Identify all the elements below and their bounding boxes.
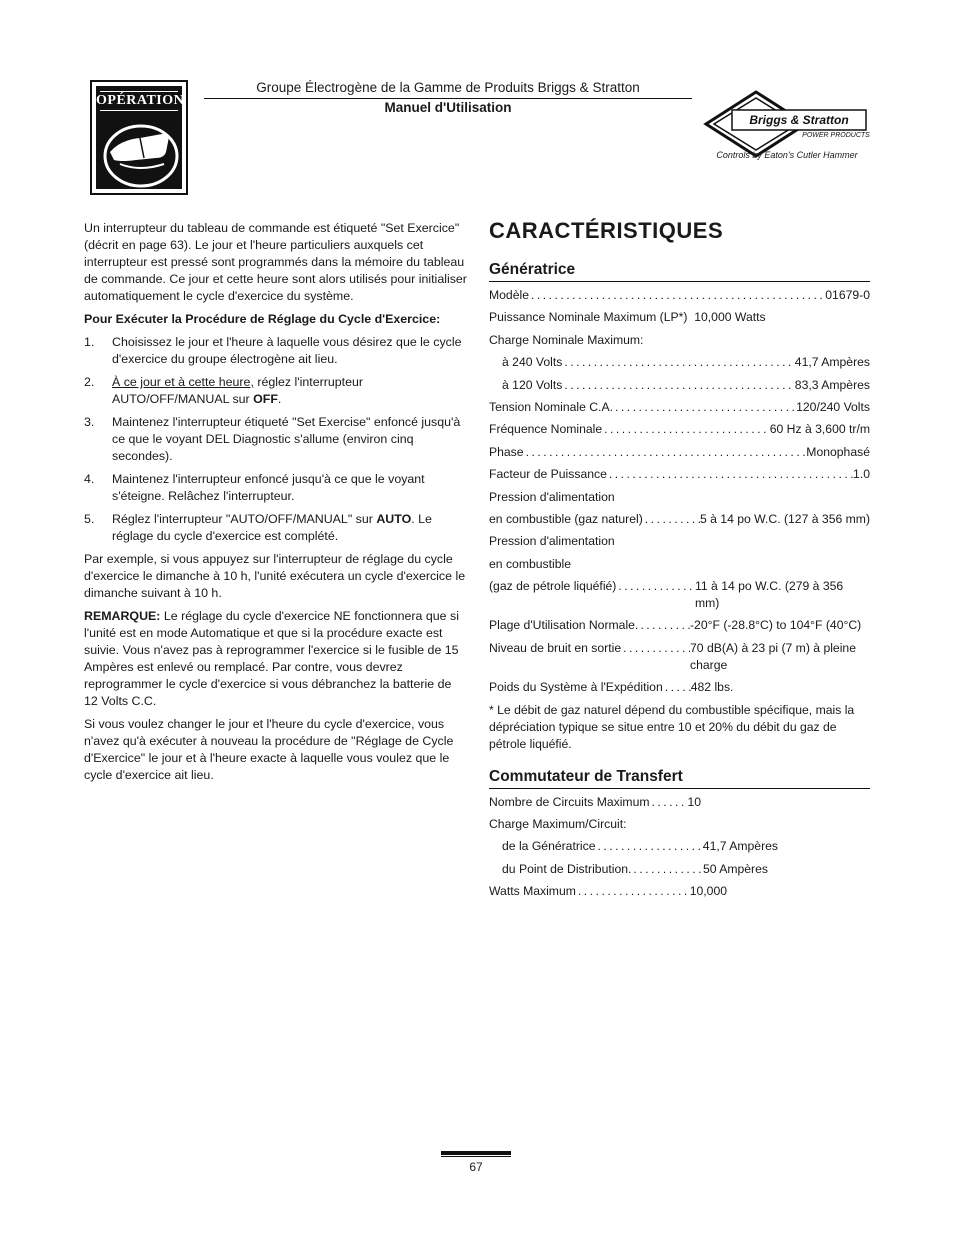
spec-label: Phase <box>489 444 524 459</box>
step-tail: . <box>277 392 282 406</box>
spec-label: Charge Nominale Maximum: <box>489 332 644 347</box>
generator-spec-list <box>489 287 870 696</box>
page-number: 67 <box>469 1160 483 1174</box>
spec-label: Tension Nominale C.A. <box>489 399 613 414</box>
spec-row <box>489 578 870 612</box>
step-tail: . Le réglage du cycle d'exercice est complété. <box>112 512 432 543</box>
spec-value: 60 Hz à 3,600 tr/m <box>769 422 870 437</box>
spec-label: (gaz de pétrole liquéfié) <box>489 579 617 594</box>
spec-row <box>489 861 768 878</box>
spec-value: 482 lbs. <box>690 680 734 695</box>
spec-label: Charge Maximum/Circuit: <box>489 817 627 832</box>
logo-wordmark: Briggs & Stratton <box>749 113 849 127</box>
spec-value: 50 Ampères <box>702 861 768 876</box>
right-column <box>489 216 870 906</box>
spec-value: 10 <box>687 794 702 809</box>
spec-row <box>489 883 727 900</box>
spec-value: 01679-0 <box>825 288 870 302</box>
spec-row <box>489 421 870 438</box>
step-item <box>84 374 468 408</box>
spec-row <box>489 640 870 674</box>
spec-label: Niveau de bruit en sortie <box>489 640 622 655</box>
spec-value: 70 dB(A) à 23 pi (7 m) à pleine charge <box>690 640 856 672</box>
spec-row <box>489 511 870 528</box>
example-paragraph: Par exemple, si vous appuyez sur l'interrupteur de réglage du cycle d'exercice le dimanche à 10 h, l'unité exécutera un cycle d'exercice le dimanche suivant à 10 h. <box>84 552 466 600</box>
spec-label: Puissance Nominale Maximum (LP*) <box>489 310 688 325</box>
spec-row <box>489 354 870 371</box>
transfer-spec-list <box>489 794 870 901</box>
spec-label: Pression d'alimentation <box>489 534 615 549</box>
step-item <box>84 334 468 368</box>
procedure-steps <box>84 334 468 545</box>
spec-row <box>489 377 870 394</box>
operation-badge-label: OPÉRATION <box>96 90 182 112</box>
spec-label: à 120 Volts <box>502 377 563 392</box>
step-number: 3. <box>84 415 95 429</box>
hand-switch-icon <box>100 112 182 190</box>
spec-row <box>489 679 870 696</box>
remark-text: Le réglage du cycle d'exercice NE fonctionnera que si l'unité est en mode Automatique et que si la procédure exacte est suivie. Vous n'avez pas à reprogrammer l'exercice si le fusible de 15 Ampères est enlevé ou remplacé. Par contre, vous devrez reprogrammer le cycle d'exercice si vous débranchez la batterie de 12 Volts C.C. <box>84 609 459 708</box>
remark-label: REMARQUE: <box>84 609 161 623</box>
spec-label: Fréquence Nominale <box>489 422 603 437</box>
spec-row <box>489 794 870 811</box>
intro-paragraph: Un interrupteur du tableau de commande est étiqueté "Set Exercice" (décrit en page 63). Le jour et l'heure particuliers auxquels cet interrupteur est pressé sont programmés dans la mémoire du tableau de commande. Ce jour et cette heure sont alors utilisés pour initialiser automatiquement le cycle d'exercice du système. <box>84 221 467 303</box>
spec-value: 11 à 14 po W.C. (279 à 356 mm) <box>695 579 844 611</box>
spec-row <box>489 617 870 634</box>
step-text: Maintenez l'interrupteur étiqueté "Set Exercise" enfoncé jusqu'à ce que le voyant DEL Diagnostic s'allume (environ cinq secondes). <box>112 415 461 463</box>
spec-value: 10,000 Watts <box>694 310 766 325</box>
footer-divider <box>441 1156 511 1157</box>
step-bold-text: OFF <box>253 392 278 406</box>
spec-row <box>489 816 870 833</box>
spec-value: 41,7 Ampères <box>794 355 870 370</box>
logo-caption: Controls by Eaton's Cutler Hammer <box>716 150 858 160</box>
spec-value: 120/240 Volts <box>796 399 870 414</box>
gas-footnote: * Le débit de gaz naturel dépend du combustible spécifique, mais la dépréciation typique se situe entre 10 et 20% du débit du gaz de pétrole liquéfié. <box>489 702 855 751</box>
specifications-title: CARACTÉRISTIQUES <box>489 218 724 243</box>
spec-label: du Point de Distribution. <box>502 861 632 876</box>
spec-row <box>489 556 870 573</box>
spec-label: à 240 Volts <box>502 355 563 370</box>
step-text: Choisissez le jour et l'heure à laquelle vous désirez que le cycle d'exercice du groupe électrogène ait lieu. <box>112 335 462 366</box>
change-paragraph: Si vous voulez changer le jour et l'heure du cycle d'exercice, vous n'avez qu'à exécuter à nouveau la procédure de "Réglage de Cycle d'Exercice" le jour et à l'heure exacte à laquelle vous voulez que le cycle d'exercice ait lieu. <box>84 717 454 782</box>
document-title: Groupe Électrogène de la Gamme de Produits Briggs & Stratton <box>256 80 640 95</box>
step-number: 4. <box>84 472 95 486</box>
spec-value: 1.0 <box>853 467 870 482</box>
spec-value: 10,000 <box>689 884 727 899</box>
generator-heading: Génératrice <box>489 260 870 282</box>
spec-row <box>489 399 870 416</box>
spec-value: -20°F (-28.8°C) to 104°F (40°C) <box>690 618 862 633</box>
spec-label: de la Génératrice <box>502 839 596 854</box>
spec-value: 5 à 14 po W.C. (127 à 356 mm) <box>699 511 870 526</box>
step-text: réglez l'interrupteur AUTO/OFF/MANUAL sur <box>112 375 364 406</box>
spec-label: Pression d'alimentation <box>489 489 615 504</box>
spec-row <box>489 444 870 461</box>
spec-label: en combustible (gaz naturel) <box>489 511 643 526</box>
transfer-switch-heading: Commutateur de Transfert <box>489 767 870 789</box>
spec-label: en combustible <box>489 556 571 571</box>
step-item <box>84 471 468 505</box>
step-text: Réglez l'interrupteur "AUTO/OFF/MANUAL" sur <box>112 512 377 526</box>
header-divider <box>204 98 692 99</box>
footer-bar <box>441 1151 511 1155</box>
spec-row <box>489 466 870 483</box>
step-item <box>84 511 468 545</box>
step-bold-text: AUTO <box>376 512 412 526</box>
spec-row <box>489 287 870 304</box>
step-text: Maintenez l'interrupteur enfoncé jusqu'à ce que le voyant s'éteigne. Relâchez l'interrupteur. <box>112 472 425 503</box>
procedure-heading: Pour Exécuter la Procédure de Réglage du Cycle d'Exercice: <box>84 312 441 326</box>
operation-badge <box>90 80 188 195</box>
step-item <box>84 414 468 465</box>
spec-value: 41,7 Ampères <box>702 839 778 854</box>
spec-row <box>489 533 870 550</box>
spec-value: 83,3 Ampères <box>794 377 870 392</box>
step-number: 5. <box>84 512 95 526</box>
spec-row <box>489 309 870 326</box>
spec-value: Monophasé <box>806 444 870 459</box>
spec-label: Modèle <box>489 288 529 302</box>
left-column <box>84 220 468 790</box>
spec-row <box>489 332 870 349</box>
remark-paragraph <box>84 608 468 710</box>
step-number: 2. <box>84 375 95 389</box>
step-number: 1. <box>84 335 95 349</box>
step-underlined-text: À ce jour et à cette heure, <box>112 375 254 389</box>
spec-label: Poids du Système à l'Expédition <box>489 680 663 695</box>
document-subtitle: Manuel d'Utilisation <box>384 100 512 115</box>
spec-label: Facteur de Puissance <box>489 467 607 482</box>
spec-label: Nombre de Circuits Maximum <box>489 794 650 809</box>
logo-subtext: POWER PRODUCTS <box>802 132 870 139</box>
spec-label: Watts Maximum <box>489 884 576 899</box>
spec-row <box>489 838 778 855</box>
spec-label: Plage d'Utilisation Normale. <box>489 618 639 633</box>
spec-row <box>489 489 870 506</box>
